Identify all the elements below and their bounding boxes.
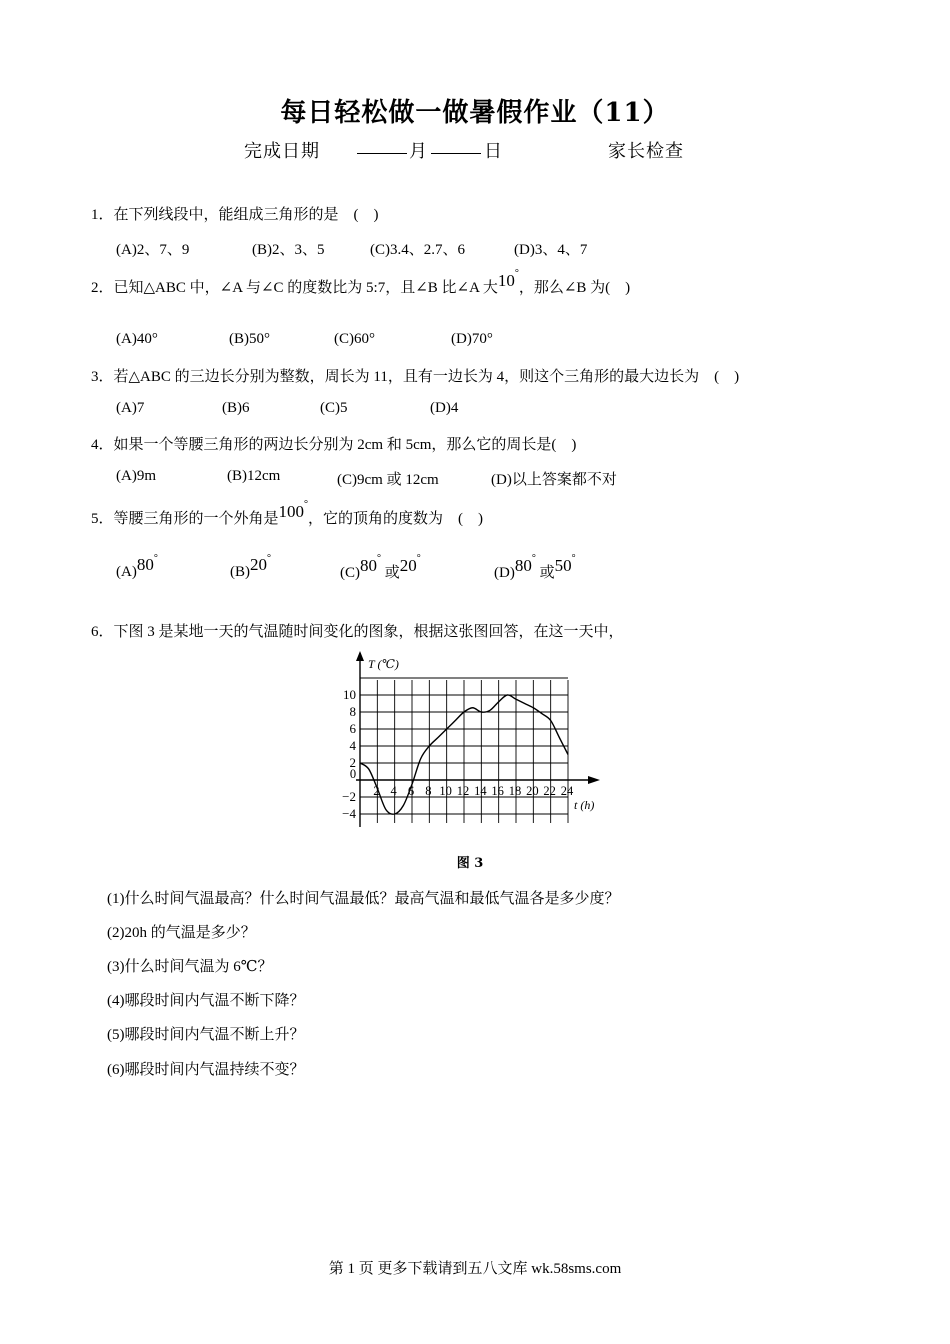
y-tick-label: 10 bbox=[343, 687, 356, 702]
question-5-stem bbox=[91, 499, 484, 528]
temperature-chart bbox=[320, 645, 620, 835]
x-tick-label: 8 bbox=[425, 784, 432, 798]
page-footer: 第 1 页 更多下载请到五八文库 wk.58sms.com bbox=[328, 1261, 622, 1277]
question-6-stem: 6．下图 3 是某地一天的气温随时间变化的图象，根据这张图回答，在这一天中， bbox=[91, 624, 624, 640]
q2-angle-value: 10° bbox=[497, 268, 519, 290]
q2-stem-part-a: 2．已知△ABC 中，∠A 与∠C 的度数比为 5:7，且∠B 比∠A 大 bbox=[91, 280, 498, 296]
q3-option-a: (A)7 bbox=[116, 400, 145, 416]
q6-sub-1: (1)什么时间气温最高？什么时间气温最低？最高气温和最低气温各是多少度？ bbox=[107, 891, 620, 907]
x-tick-label: 12 bbox=[456, 784, 470, 798]
question-2-stem bbox=[91, 268, 631, 297]
q4-option-b: (B)12cm bbox=[227, 468, 281, 484]
y-axis-arrow bbox=[356, 651, 364, 661]
q5-option-c: (C)80° 或20° bbox=[340, 553, 421, 581]
q1-option-b: (B)2、3、5 bbox=[252, 242, 325, 258]
parent-check-label: 家长检查 bbox=[608, 141, 684, 162]
y-tick-label: 6 bbox=[349, 721, 356, 736]
x-tick-label: 2 bbox=[373, 784, 380, 798]
y-tick-label: −4 bbox=[342, 806, 356, 821]
q6-sub-5: (5)哪段时间内气温不断上升？ bbox=[107, 1027, 305, 1043]
month-label: 月 bbox=[409, 141, 428, 162]
question-1-stem: 1．在下列线段中，能组成三角形的是 ( ) bbox=[91, 207, 379, 223]
q6-sub-6: (6)哪段时间内气温持续不变？ bbox=[107, 1062, 305, 1078]
x-tick-label: 20 bbox=[526, 784, 539, 798]
q6-sub-2: (2)20h 的气温是多少？ bbox=[107, 925, 256, 941]
day-blank[interactable] bbox=[431, 139, 481, 154]
question-4-stem: 4．如果一个等腰三角形的两边长分别为 2cm 和 5cm，那么它的周长是( ) bbox=[91, 437, 577, 453]
q2-option-c: (C)60° bbox=[334, 331, 375, 347]
y-tick-label: 4 bbox=[349, 738, 356, 753]
figure-caption: 图 3 bbox=[456, 856, 484, 871]
q2-option-d: (D)70° bbox=[451, 331, 493, 347]
q2-stem-part-b: ，那么∠B 为( ) bbox=[518, 280, 631, 296]
month-blank[interactable] bbox=[357, 139, 407, 154]
q4-option-c: (C)9cm 或 12cm bbox=[337, 472, 439, 488]
q5-stem-part-a: 5．等腰三角形的一个外角是 bbox=[91, 511, 279, 527]
q3-option-b: (B)6 bbox=[222, 400, 250, 416]
day-label: 日 bbox=[484, 141, 503, 162]
q2-option-b: (B)50° bbox=[229, 331, 270, 347]
y-tick-label: 8 bbox=[349, 704, 356, 719]
q6-sub-4: (4)哪段时间内气温不断下降？ bbox=[107, 993, 305, 1009]
q1-option-a: (A)2、7、9 bbox=[116, 242, 190, 258]
x-tick-label: 6 bbox=[407, 784, 415, 798]
q5-option-a: (A)80° bbox=[116, 553, 158, 580]
q2-option-a: (A)40° bbox=[116, 331, 158, 347]
y-tick-label: 2 bbox=[349, 755, 356, 770]
q3-option-c: (C)5 bbox=[320, 400, 348, 416]
chart-axes bbox=[356, 651, 600, 827]
y-tick-label: −2 bbox=[342, 789, 356, 804]
question-3-stem: 3．若△ABC 的三边长分别为整数，周长为 11，且有一边长为 4，则这个三角形的最大边长为 ( ) bbox=[91, 369, 740, 385]
chart-grid bbox=[360, 678, 568, 823]
x-tick-label: 10 bbox=[439, 784, 452, 798]
q5-angle-value: 100° bbox=[278, 499, 309, 521]
x-tick-label: 16 bbox=[491, 784, 504, 798]
x-tick-label: 4 bbox=[390, 784, 397, 798]
q5-option-b: (B)20° bbox=[230, 553, 271, 580]
x-tick-label: 18 bbox=[508, 784, 522, 798]
chart-x-axis-label: t (h) bbox=[574, 798, 595, 812]
q4-option-d: (D)以上答案都不对 bbox=[491, 472, 617, 488]
completion-date-label: 完成日期 bbox=[244, 141, 320, 162]
x-tick-label: 14 bbox=[474, 784, 487, 798]
chart-y-axis-label: T (℃) bbox=[368, 657, 399, 671]
q5-stem-part-b: ，它的顶角的度数为 ( ) bbox=[308, 511, 484, 527]
q1-option-d: (D)3、4、7 bbox=[514, 242, 588, 258]
q4-option-a: (A)9m bbox=[116, 468, 156, 484]
q3-option-d: (D)4 bbox=[430, 400, 459, 416]
q6-sub-3: (3)什么时间气温为 6℃？ bbox=[107, 959, 273, 975]
q1-option-c: (C)3.4、2.7、6 bbox=[370, 242, 465, 258]
x-tick-label: 24 bbox=[560, 784, 574, 798]
page-title: 每日轻松做一做暑假作业（11） bbox=[280, 98, 670, 128]
q5-option-d: (D)80° 或50° bbox=[494, 553, 576, 581]
x-tick-label: 0 bbox=[349, 767, 357, 781]
x-tick-label: 22 bbox=[543, 784, 556, 798]
x-axis-arrow bbox=[588, 776, 600, 784]
